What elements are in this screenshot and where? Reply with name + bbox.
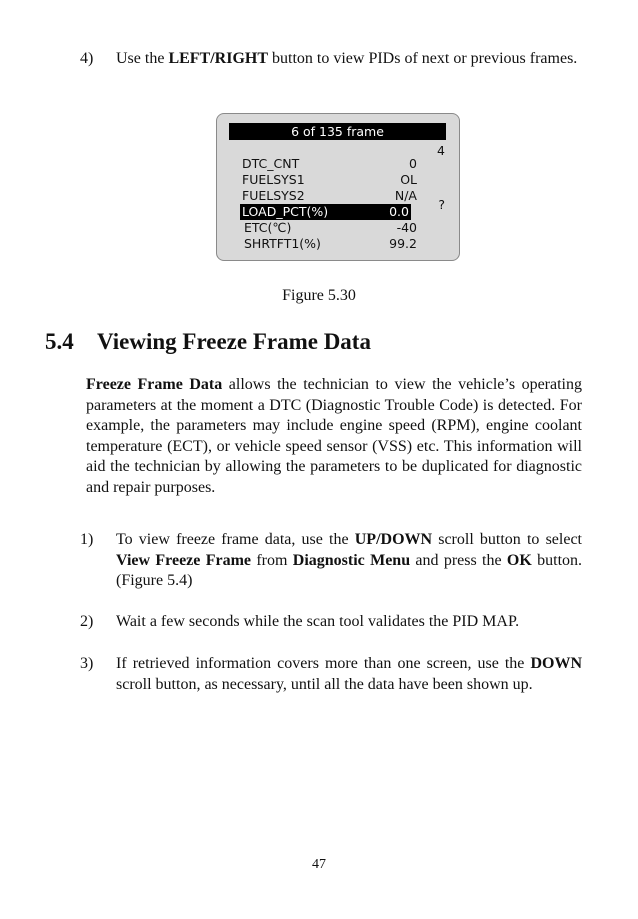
pid-row [240,204,411,220]
step-3-number: 3) [80,655,94,672]
section-heading [45,326,371,358]
step-bold-term: View Freeze Frame [116,551,252,569]
pid-name: DTC_CNT [242,156,300,171]
pid-value: 99.2 [389,236,417,251]
scan-tool-screen [216,113,460,261]
step-4-pre: Use the [116,50,169,67]
page-number: 47 [312,857,326,872]
step-2-number: 2) [80,613,94,630]
pid-name: LOAD_PCT(%) [242,204,329,219]
pid-row [242,156,417,172]
figure-caption: Figure 5.30 [282,287,356,304]
pid-value: 0 [409,156,417,171]
pid-name: ETC(℃) [244,220,292,235]
step-text-part: scroll button to select [432,531,582,548]
step-3-text [116,654,582,695]
step-text-part: To view freeze frame data, use the [116,531,355,548]
step-4-post: button to view PIDs of next or previous frames. [268,50,578,67]
step-4-bold: LEFT/RIGHT [168,50,269,67]
intro-text: allows the technician to view the vehicle’s operating parameters at the moment a DTC (Diagnostic Trouble Code) is detected. For example, the parameters may include engine speed (RPM), engine coolant temperature (ECT), or vehicle speed sensor (VSS) etc. This information will aid the technician by allowing the parameters to be duplicated for diagnostic and repair purposes. [86,376,582,496]
step-text-part: button. (Figure 5.4) [116,551,583,589]
pid-name: FUELSYS2 [242,188,305,203]
step-text-part: Wait a few seconds while the scan tool validates the PID MAP. [116,613,520,630]
pid-name: FUELSYS1 [242,172,305,187]
pid-row [242,172,417,188]
step-4-number: 4) [80,50,94,67]
pid-value: N/A [394,188,417,203]
pid-value: 0.0 [389,204,409,219]
pid-row [244,236,417,252]
step-text-part: If retrieved information covers more than one screen, use the [116,655,531,672]
step-1-number: 1) [80,531,94,548]
section-number: 5.4 [45,329,74,354]
section-title: Viewing Freeze Frame Data [97,329,371,354]
pid-value: OL [400,172,417,187]
intro-bold: Freeze Frame Data [86,376,223,393]
intro-paragraph [86,375,582,498]
pid-name: SHRTFT1(%) [244,236,321,251]
step-4-text [116,49,582,70]
step-bold-term: UP/DOWN [354,531,433,548]
step-1-text [116,530,582,592]
screen-side-mark: ? [438,197,445,212]
step-text-part: scroll button, as necessary, until all the data have been shown up. [116,675,533,693]
screen-title-bar: 6 of 135 frame [229,123,446,140]
step-bold-term: Diagnostic Menu [292,551,411,569]
step-bold-term: DOWN [530,655,582,672]
step-text-part: from [251,551,293,569]
step-2-text [116,612,582,633]
screen-side-count: 4 [437,143,445,158]
pid-row [242,188,417,204]
step-bold-term: OK [506,551,532,569]
step-text-part: and press the [410,551,507,569]
pid-row [244,220,417,236]
pid-value: -40 [396,220,417,235]
